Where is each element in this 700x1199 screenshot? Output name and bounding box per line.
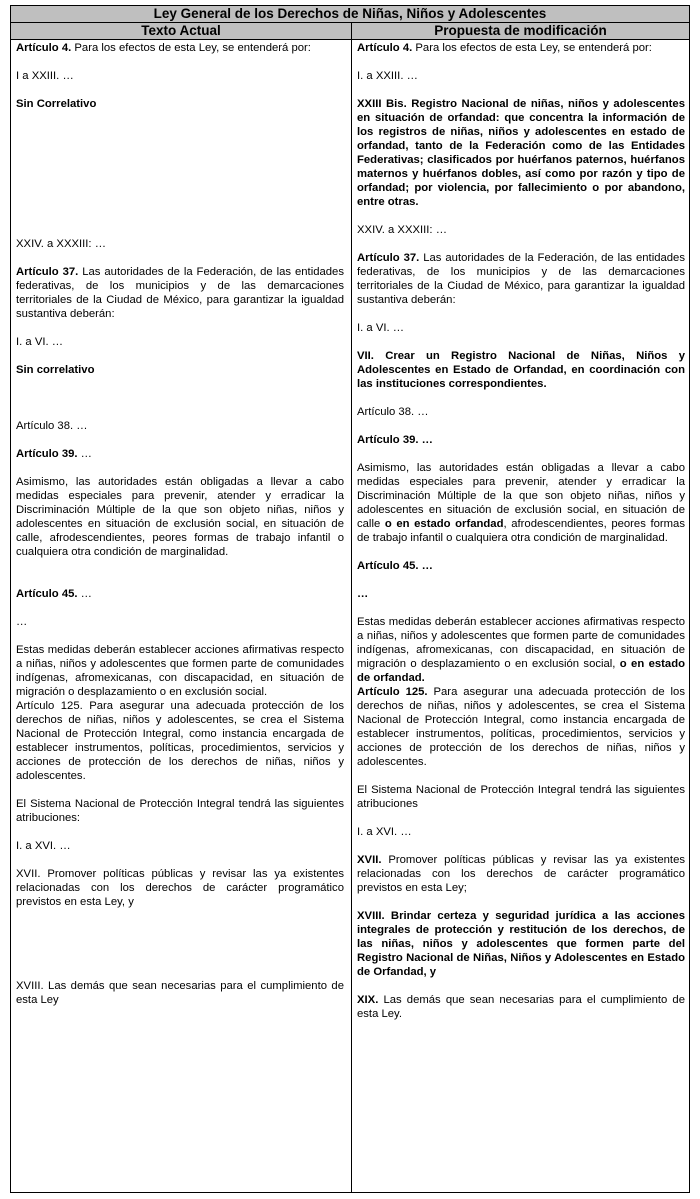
left-art39-text: Asimismo, las autoridades están obligadas a llevar a cabo medidas especiales para prevenir, atender y erradicar la Discriminación Múltiple de la que son objeto niñas, niños y adolescentes en situación de exclusión social, en situación de calle, afrodescendientes, peores formas de trabajo infantil o cualquiera otra condición de marginalidad. [16, 476, 344, 558]
left-fractions-i-xvi: I. a XVI. … [16, 840, 71, 852]
left-ellipsis: … [16, 616, 28, 628]
right-fractions-xxiv-xxxiii: XXIV. a XXXIII: … [357, 224, 447, 236]
left-art4: Artículo 4. Para los efectos de esta Ley, se entenderá por: [16, 42, 311, 54]
left-sin-correlativo-1: Sin Correlativo [16, 98, 97, 110]
right-fractions-i-xvi: I. a XVI. … [357, 826, 412, 838]
column-propuesta [357, 41, 685, 1021]
right-art39: Artículo 39. … [357, 434, 433, 446]
left-art39: Artículo 39. … [16, 448, 92, 460]
left-fraction-xviii: XVIII. Las demás que sean necesarias para el cumplimiento de esta Ley [16, 980, 344, 1006]
left-art125: Artículo 125. Para asegurar una adecuada protección de los derechos de niñas, niños y adolescentes, se crea el Sistema Nacional de Protección Integral, como instancia encargada de establecer instrumentos, políticas, procedimientos, servicios y acciones de protección de los derechos de niñas, niños y adolescentes. [16, 700, 344, 782]
column-divider [351, 23, 352, 1192]
left-sistema-atribuciones: El Sistema Nacional de Protección Integral tendrá las siguientes atribuciones: [16, 798, 344, 824]
left-art45-text: Estas medidas deberán establecer acciones afirmativas respecto a niñas, niños y adolescentes que formen parte de comunidades indígenas, afromexicanas, con discapacidad, en situación de migración o desplazamiento o en exclusión social. [16, 644, 344, 698]
right-fractions-i-xxiii: I. a XXIII. … [357, 70, 418, 82]
right-art39-text: Asimismo, las autoridades están obligadas a llevar a cabo medidas especiales para prevenir, atender y erradicar la Discriminación Múltiple de la que son objeto niñas, niños y adolescentes en situación de exclusión social, en situación de calle o en estado orfandad, afrodescendientes, peores formas de trabajo infantil o cualquiera otra condición de marginalidad. [357, 462, 685, 544]
right-sistema-atribuciones: El Sistema Nacional de Protección Integral tendrá las siguientes atribuciones [357, 784, 685, 810]
right-fractions-i-vi: I. a VI. … [357, 322, 405, 334]
right-art45: Artículo 45. … [357, 560, 433, 572]
left-fractions-xxiv-xxxiii: XXIV. a XXXIII: … [16, 238, 106, 250]
left-art38: Artículo 38. … [16, 420, 88, 432]
left-fractions-i-vi: I. a VI. … [16, 336, 64, 348]
right-fraction-xxiii-bis: XXIII Bis. Registro Nacional de niñas, niños y adolescentes en situación de orfandad: que concentra la información de los registros de niñas, niños y adolescentes en estado de orfandad, tanto de la Federación como de las Entidades Federativas; clasificados por huérfanos paternos, huérfanos maternos y huérfanos dobles, así como por razón y tipo de orfandad; por violencia, por fallecimiento o por abandono, entre otras. [357, 98, 685, 208]
left-fraction-xvii: XVII. Promover políticas públicas y revisar las ya existentes relacionadas con los derechos de carácter programático previstos en esta Ley, y [16, 868, 344, 908]
right-art4: Artículo 4. Para los efectos de esta Ley, se entenderá por: [357, 42, 652, 54]
header-texto-actual: Texto Actual [141, 23, 221, 38]
right-fraction-vii: VII. Crear un Registro Nacional de Niñas, Niños y Adolescentes en Estado de Orfandad, en coordinación con las instituciones correspondientes. [357, 350, 685, 390]
table-title: Ley General de los Derechos de Niñas, Niños y Adolescentes [11, 6, 689, 23]
right-art37: Artículo 37. Las autoridades de la Federación, de las entidades federativas, de los municipios y de las demarcaciones territoriales de la Ciudad de México, para garantizar la igualdad sustantiva deberán: [357, 252, 685, 306]
left-art37: Artículo 37. Las autoridades de la Federación, de las entidades federativas, de los municipios y de las demarcaciones territoriales de la Ciudad de México, para garantizar la igualdad sustantiva deberán: [16, 266, 344, 320]
header-propuesta: Propuesta de modificación [434, 23, 607, 38]
right-fraction-xvii: XVII. Promover políticas públicas y revisar las ya existentes relacionadas con los derechos de carácter programático previstos en esta Ley; [357, 854, 685, 894]
left-sin-correlativo-2: Sin correlativo [16, 364, 95, 376]
column-texto-actual [16, 41, 344, 1007]
right-art45-text: Estas medidas deberán establecer acciones afirmativas respecto a niñas, niños y adolescentes que formen parte de comunidades indígenas, afromexicanas, con discapacidad, en situación de migración o desplazamiento o en exclusión social, o en estado de orfandad. [357, 616, 685, 684]
right-ellipsis: … [357, 588, 369, 600]
comparison-table [10, 5, 690, 1193]
left-fractions-i-xxiii: I a XXIII. … [16, 70, 74, 82]
table-header-row [11, 23, 689, 40]
right-fraction-xix: XIX. Las demás que sean necesarias para el cumplimiento de esta Ley. [357, 994, 685, 1020]
right-art125: Artículo 125. Para asegurar una adecuada protección de los derechos de niñas, niños y adolescentes, se crea el Sistema Nacional de Protección Integral, como instancia encargada de establecer instrumentos, políticas, procedimientos, servicios y acciones de protección de los derechos de niñas, niños y adolescentes. [357, 686, 685, 768]
left-art45: Artículo 45. … [16, 588, 92, 600]
right-fraction-xviii: XVIII. Brindar certeza y seguridad jurídica a las acciones integrales de protección y restitución de los derechos, de las niñas, niños y adolescentes que formen parte del Registro Nacional de Niñas, Niños y Adolescentes en Estado de Orfandad, y [357, 910, 685, 978]
right-art38: Artículo 38. … [357, 406, 429, 418]
